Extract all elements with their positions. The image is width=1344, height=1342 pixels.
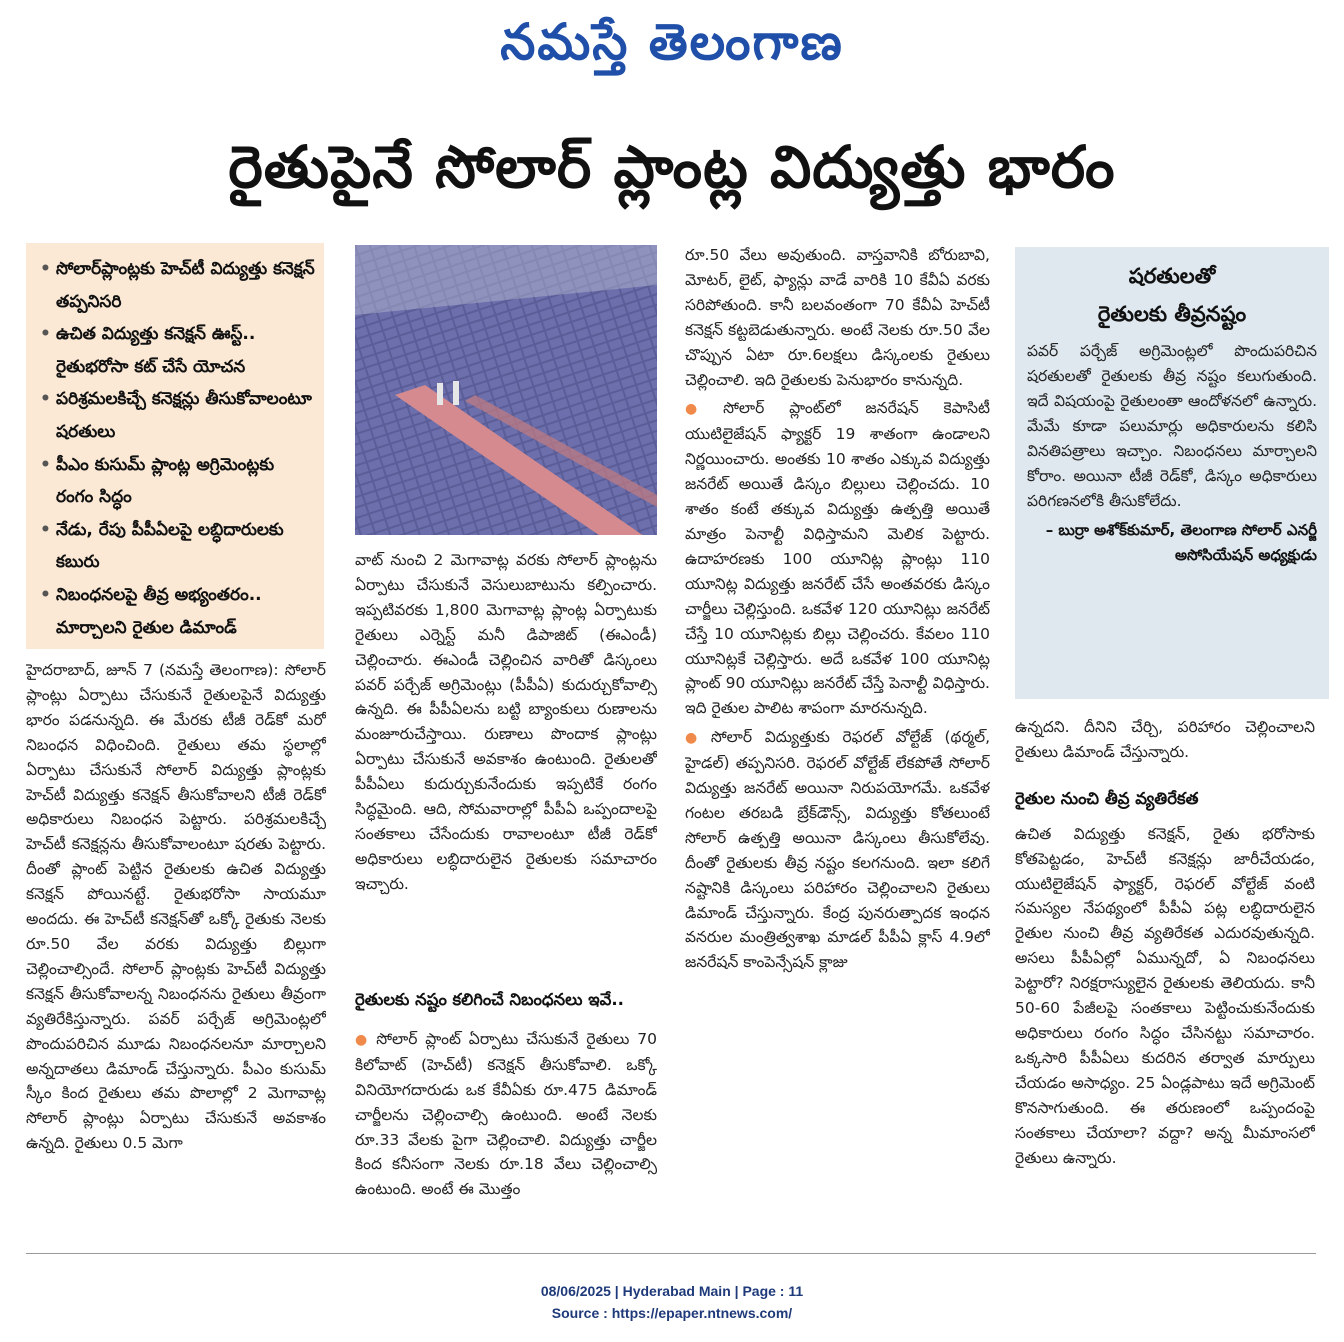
article-column-2-lower (355, 988, 657, 1243)
headline-text: రైతుపైనే సోలార్ ప్లాంట్ల విద్యుత్తు భారం (228, 133, 1116, 201)
highlight-item: • పరిశ్రమలకిచ్చే కనెక్షన్లు తీసుకోవాలంటూ షరతులు (40, 383, 316, 448)
bullet-paragraph (355, 1027, 657, 1202)
highlight-item: • పీఎం కుసుమ్ ప్లాంట్ల అగ్రిమెంట్లకు రంగం సిద్ధం (40, 449, 316, 514)
highlight-item: • నిబంధనలపై తీవ్ర అభ్యంతరం.. మార్చాలని రైతుల డిమాండ్ (40, 579, 316, 644)
article-column-1 (26, 658, 326, 1243)
article-column-4 (1015, 715, 1315, 1243)
highlight-item: • సోలార్‌ప్లాంట్లకు హెచ్‌టీ విద్యుత్తు కనెక్షన్ తప్పనిసరి (40, 253, 316, 318)
sidebox-byline: – బుర్రా అశోక్‌కుమార్, తెలంగాణ సోలార్ ఎనర్జీ అసోసియేషన్ అధ్యక్షుడు (1045, 521, 1317, 564)
solar-panels-photo (355, 245, 657, 535)
highlights-list (26, 243, 324, 644)
bullet-text: సోలార్ విద్యుత్తుకు రెఫరల్ వోల్టేజ్ (థర్మల్, హైడల్) తప్పనిసరి. రెఫరల్ వోల్టేజ్ లేకపోతే సోలార్ విద్యుత్తు జనరేట్ అయినా నిరుపయోగమే. ఒకవేళ గంటల తరబడి బ్రేక్‌డౌన్స్, విద్యుత్తు కోతలుంటే సోలార్ ఉత్పత్తి అయినా డిస్కంలు తీసుకోలేవు. దీంతో రైతులకు తీవ్ర నష్టం కలగనుంది. ఇలా కలిగే నష్టానికి డిస్కంలు పరిహారం చెల్లించాలని రైతులు డిమాండ్ చేస్తున్నారు. కేంద్ర పునరుత్పాదక ఇంధన వనరుల మంత్రిత్వశాఖ మాడల్ పీపీఏ క్లాస్ 4.9లో జనరేషన్ కాంపెన్సేషన్ క్లాజు (685, 728, 990, 972)
footer-divider (26, 1253, 1316, 1254)
masthead (0, 6, 1344, 78)
footer-edition-info: 08/06/2025 | Hyderabad Main | Page : 11 (540, 1283, 804, 1299)
bullet-paragraph (685, 396, 990, 721)
sidebox-title-line2: రైతులకు తీవ్రనష్టం (1097, 302, 1247, 326)
bullet-dot-icon: ● (685, 730, 705, 747)
bullet-text: సోలార్ ప్లాంట్ ఏర్పాటు చేసుకునే రైతులు 70 కిలోవాట్ (హెచ్‌టీ) కనెక్షన్ తీసుకోవాలి. ఒక్కో వినియోగదారుడు ఒక కేవీఏకు రూ.475 డిమాండ్ చార్జీలను చెల్లించాల్సి ఉంటుంది. అంటే నెలకు రూ.33 వేలకు పైగా చెల్లించాలి. విద్యుత్తు చార్జీల కింద కనీసంగా నెలకు రూ.18 వేలు చెల్లించాల్సి ఉంటుంది. అంటే ఈ మొత్తం (355, 1029, 657, 1199)
section-subhead: రైతుల నుంచి తీవ్ర వ్యతిరేకత (1015, 788, 1199, 808)
article-body: ఉన్నదని. దీనిని చేర్చి, పరిహారం చెల్లించాలని రైతులు డిమాండ్ చేస్తున్నారు. (1015, 718, 1315, 761)
bullet-text: సోలార్ ప్లాంట్‌లో జనరేషన్ కెపాసిటీ యుటిలైజేషన్ ఫ్యాక్టర్ 19 శాతంగా ఉండాలని నిర్ణయించారు. అంతకు 10 శాతం ఎక్కువ విద్యుత్తు జనరేట్ అయితే డిస్కం బిల్లులు చెల్లించదు. 10 శాతం కంటే తక్కువ విద్యుత్తు ఉత్పత్తి అయితే మాత్రం పెనాల్టీ విధిస్తామని మెలిక పెట్టారు. ఉదాహరణకు 100 యూనిట్ల ప్లాంట్లు 110 యూనిట్ల విద్యుత్తు జనరేట్ చేసే అంతవరకు డిస్కం చార్జీలు చెల్లిస్తుంది. ఒకవేళ 120 యూనిట్లు జనరేట్ చేస్తే 10 యూనిట్లకు బిల్లు చెల్లించరు. కేవలం 110 యూనిట్లకే చెల్లిస్తారు. అదే ఒకవేళ 100 యూనిట్ల ప్లాంట్ 90 యూనిట్లు జనరేట్ చేస్తే పెనాల్టీ విధిస్తారు. ఇది రైతుల పాలిట శాపంగా మారనున్నది. (685, 399, 990, 718)
article-column-3 (685, 243, 990, 1243)
article-body: ఉచిత విద్యుత్తు కనెక్షన్, రైతు భరోసాకు కోతపెట్టడం, హెచ్‌టీ కనెక్షన్లు జారీచేయడం, యుటిలైజేషన్ ఫ్యాక్టర్, రెఫరల్ వోల్టేజ్ వంటి సమస్యల నేపథ్యంలో పీపీఏ పట్ల లబ్ధిదారులైన రైతుల నుంచి తీవ్ర వ్యతిరేకత ఎదురవుతున్నది. అసలు పీపీఏల్లో ఏమున్నదో, ఏ నిబంధనలు పెట్టారో? నిరక్షరాస్యులైన రైతులకు తెలియదు. కానీ 50-60 పేజీలపై సంతకాలు పెట్టించుకునేందుకు అధికారులు రంగం సిద్ధం చేసినట్టు సమాచారం. ఒక్కసారి పీపీఏలు కుదరిన తర్వాత మార్పులు చేయడం అసాధ్యం. 25 ఏండ్లపాటు ఇదే అగ్రిమెంట్ కొనసాగుతుంది. ఈ తరుణంలో ఒప్పందంపై సంతకాలు చేయాలా? వద్దా? అన్న మీమాంసలో రైతులు ఉన్నారు. (1015, 824, 1315, 1167)
solar-panel-graphic (355, 245, 657, 535)
quote-sidebox (1015, 247, 1329, 699)
highlights-box (26, 243, 324, 649)
headline (14, 112, 1330, 222)
article-body: వాట్ నుంచి 2 మెగావాట్ల వరకు సోలార్ ప్లాంట్లను ఏర్పాటు చేసుకునే వెసులుబాటును కల్పించారు. ఇప్పటివరకు 1,800 మెగావాట్ల ప్లాంట్ల ఏర్పాటుకు రైతులు ఎర్నెస్ట్ మనీ డిపాజిట్ (ఈఎండీ) చెల్లించారు. ఈఎండీ చెల్లించిన వారితో డిస్కంలు పవర్ పర్చేజ్ అగ్రిమెంట్లు (పీపీఏ) కుదుర్చుకోవాల్సి ఉన్నది. ఈ పీపీఏలను బట్టి బ్యాంకులు రుణాలను మంజూరుచేస్తాయి. రుణాలు పొందాక ప్లాంట్లు ఏర్పాటు చేసుకునే అవకాశం ఉంటుంది. రైతులతో పీపీఏలు కుదుర్చుకునేందుకు ఇప్పటికే రంగం సిద్ధమైంది. ఆది, సోమవారాల్లో పీపీఏ ఒప్పందాలపై సంతకాలు చేసేందుకు రావాలంటూ టీజీ రెడ్‌కో అధికారులు లబ్ధిదారులైన రైతులకు సమాచారం ఇచ్చారు. (355, 551, 657, 893)
bullet-dot-icon: ● (685, 401, 718, 418)
article-column-2 (355, 548, 657, 988)
sidebox-body: పవర్ పర్చేజ్ అగ్రిమెంట్లలో పొందుపరిచిన షరతులతో రైతులకు తీవ్ర నష్టం కలుగుతుంది. ఇదే విషయంపై రైతులంతా ఆందోళనలో ఉన్నారు. మేమే కూడా పలుమార్లు అధికారులను కలిసి వినతిపత్రాలు ఇచ్చాం. నిబంధనలు మార్చాలని కోరాం. అయినా టీజీ రెడ్‌కో, డిస్కం అధికారులు పరిగణనలోకి తీసుకోలేదు. (1027, 342, 1317, 510)
bullet-paragraph (685, 725, 990, 975)
newspaper-logo: నమస్తే తెలంగాణ (500, 12, 844, 71)
highlight-item: • నేడు, రేపు పీపీఏలపై లబ్ధిదారులకు కబురు (40, 514, 316, 579)
footer-source-link[interactable]: Source : https://epaper.ntnews.com/ (551, 1305, 793, 1321)
sidebox-title-line1: షరతులతో (1128, 264, 1216, 288)
article-body: రూ.50 వేలు అవుతుంది. వాస్తవానికి బోరుబావి, మోటర్, లైట్, ఫ్యాన్లు వాడే వారికి 10 కేవీఏ వరకు సరిపోతుంది. కానీ బలవంతంగా 70 కేవీఏ హెచ్‌టీ కనెక్షన్ కట్టబెడుతున్నారు. అంటే నెలకు రూ.50 వేల చొప్పున ఏటా రూ.6లక్షలు డిస్కంలకు రైతులు చెల్లించాలి. ఇది రైతులకు పెనుభారం కానున్నది. (685, 246, 990, 389)
section-subhead: రైతులకు నష్టం కలిగించే నిబంధనలు ఇవే.. (355, 990, 624, 1009)
bullet-dot-icon: ● (355, 1031, 371, 1048)
highlight-item: • ఉచిత విద్యుత్తు కనెక్షన్ ఊస్ట్.. రైతుభరోసా కట్ చేసే యోచన (40, 318, 316, 383)
article-body: హైదరాబాద్, జూన్ 7 (నమస్తే తెలంగాణ): సోలార్ ప్లాంట్లు ఏర్పాటు చేసుకునే రైతులపైనే విద్యుత్తు భారం పడనున్నది. ఈ మేరకు టీజీ రెడ్‌కో మరో నిబంధన విధించింది. రైతులు తమ స్థలాల్లో ఏర్పాటు చేసుకునే సోలార్ విద్యుత్తు ప్లాంట్లకు హెచ్‌టీ విద్యుత్తు కనెక్షన్ తీసుకోవాలని టీజీ రెడ్‌కో అధికారులు నిబంధన పెట్టారు. పరిశ్రమలకిచ్చే హెచ్‌టీ కనెక్షన్లను తీసుకోవాలంటూ షరతు పెట్టారు. దీంతో ప్లాంట్ పెట్టిన రైతులకు ఉచిత విద్యుత్తు కనెక్షన్ పోయినట్టే. రైతుభరోసా సాయమూ అందదు. ఈ హెచ్‌టీ కనెక్షన్‌తో ఒక్కో రైతుకు నెలకు రూ.50 వేల వరకు విద్యుత్తు బిల్లుగా చెల్లించాల్సిందే. సోలార్ ప్లాంట్లకు హెచ్‌టీ విద్యుత్తు కనెక్షన్ తీసుకోవాలన్న నిబంధనను రైతులు తీవ్రంగా వ్యతిరేకిస్తున్నారు. పవర్ పర్చేజ్ అగ్రిమెంట్లలో పొందుపరిచిన మూడు నిబంధనలనూ మార్చాలని అన్నదాతలు డిమాండ్ చేస్తున్నారు. పీఎం కుసుమ్ స్కీం కింద రైతులు తమ పొలాల్లో 2 మెగావాట్ల సోలార్ ప్లాంట్లు ఏర్పాటు చేసుకునే అవకాశం ఉన్నది. రైతులు 0.5 మెగా (26, 661, 326, 1153)
page-footer (0, 1280, 1344, 1324)
